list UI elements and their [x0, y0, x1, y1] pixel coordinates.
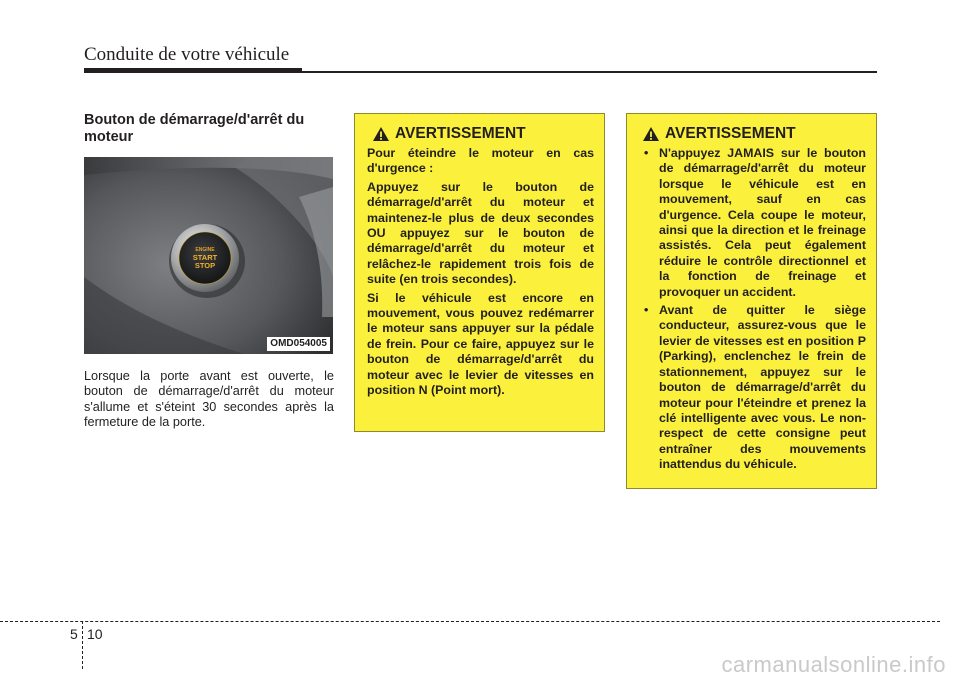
dashboard-illustration — [84, 157, 333, 354]
section-heading: Bouton de démarrage/d'arrêt du moteur — [84, 112, 305, 145]
button-label-engine: ENGINE — [195, 247, 215, 253]
warning-list — [637, 146, 866, 473]
list-item — [637, 303, 866, 472]
warning-box-emergency-stop — [354, 113, 605, 432]
warning-paragraph: Pour éteindre le moteur en cas d'urgence : — [367, 146, 594, 176]
warning-paragraph: Si le véhicule est encore en mouvement, vous pouvez redémarrer le moteur sans appuyer sur la pédale de frein. Pour ce faire, appuyez sur le bouton de démarrage/d'arrêt du moteur avec le levier de vitesses en position N (Point mort). — [367, 290, 594, 398]
bullet: • — [644, 303, 649, 318]
button-label-start: START — [192, 253, 218, 262]
button-label-stop: STOP — [194, 261, 216, 270]
warning-paragraph: Appuyez sur le bouton de démarrage/d'arrêt du moteur et maintenez-le plus de deux secondes OU appuyez sur le bouton de démarrage/d'arrêt du moteur et relâchez-le rapidement trois fois de suite (en trois secondes). — [367, 179, 594, 287]
warning-title: AVERTISSEMENT — [395, 125, 526, 142]
warning-box-driving — [626, 113, 877, 489]
page-number: 10 — [87, 626, 103, 642]
footer-rule — [0, 621, 940, 622]
list-item — [637, 146, 866, 300]
list-item-text: N'appuyez JAMAIS sur le bouton de démarrage/d'arrêt du moteur lorsque le véhicule est en mouvement, sauf en cas d'urgence. Cela coupe le moteur, ainsi que la direction et le freinage assistés. Cela peut également réduire le contrôle directionnel et la fonction de freinage et provoquer un accident. — [659, 146, 866, 299]
footer-divider — [82, 621, 83, 669]
list-item-text: Avant de quitter le siège conducteur, assurez-vous que le levier de vitesses est en position P (Parking), enclenchez le frein de stationnement, appuyez sur le bouton de démarrage/d'arrêt du moteur pour l'éteindre et prenez la clé intelligente avec vous. Le non-respect de cette consigne peut entraîner des mouvements inattendus du véhicule. — [659, 303, 866, 472]
engine-start-button-photo — [84, 157, 333, 354]
section-body-text: Lorsque la porte avant est ouverte, le bouton de démarrage/d'arrêt du moteur s'allume et s'éteint 30 secondes après la fermeture de la porte. — [84, 369, 334, 430]
watermark-text: carmanualsonline.info — [721, 652, 946, 677]
page-header-title: Conduite de votre véhicule — [84, 44, 290, 65]
header-rule — [84, 71, 877, 73]
bullet: • — [644, 146, 649, 160]
warning-triangle-icon — [372, 126, 390, 142]
warning-triangle-icon — [642, 126, 660, 142]
warning-title-row — [367, 124, 594, 144]
chapter-number: 5 — [70, 626, 78, 642]
image-reference-code: OMD054005 — [267, 337, 330, 351]
warning-title-row — [637, 124, 866, 144]
warning-title: AVERTISSEMENT — [665, 125, 796, 142]
